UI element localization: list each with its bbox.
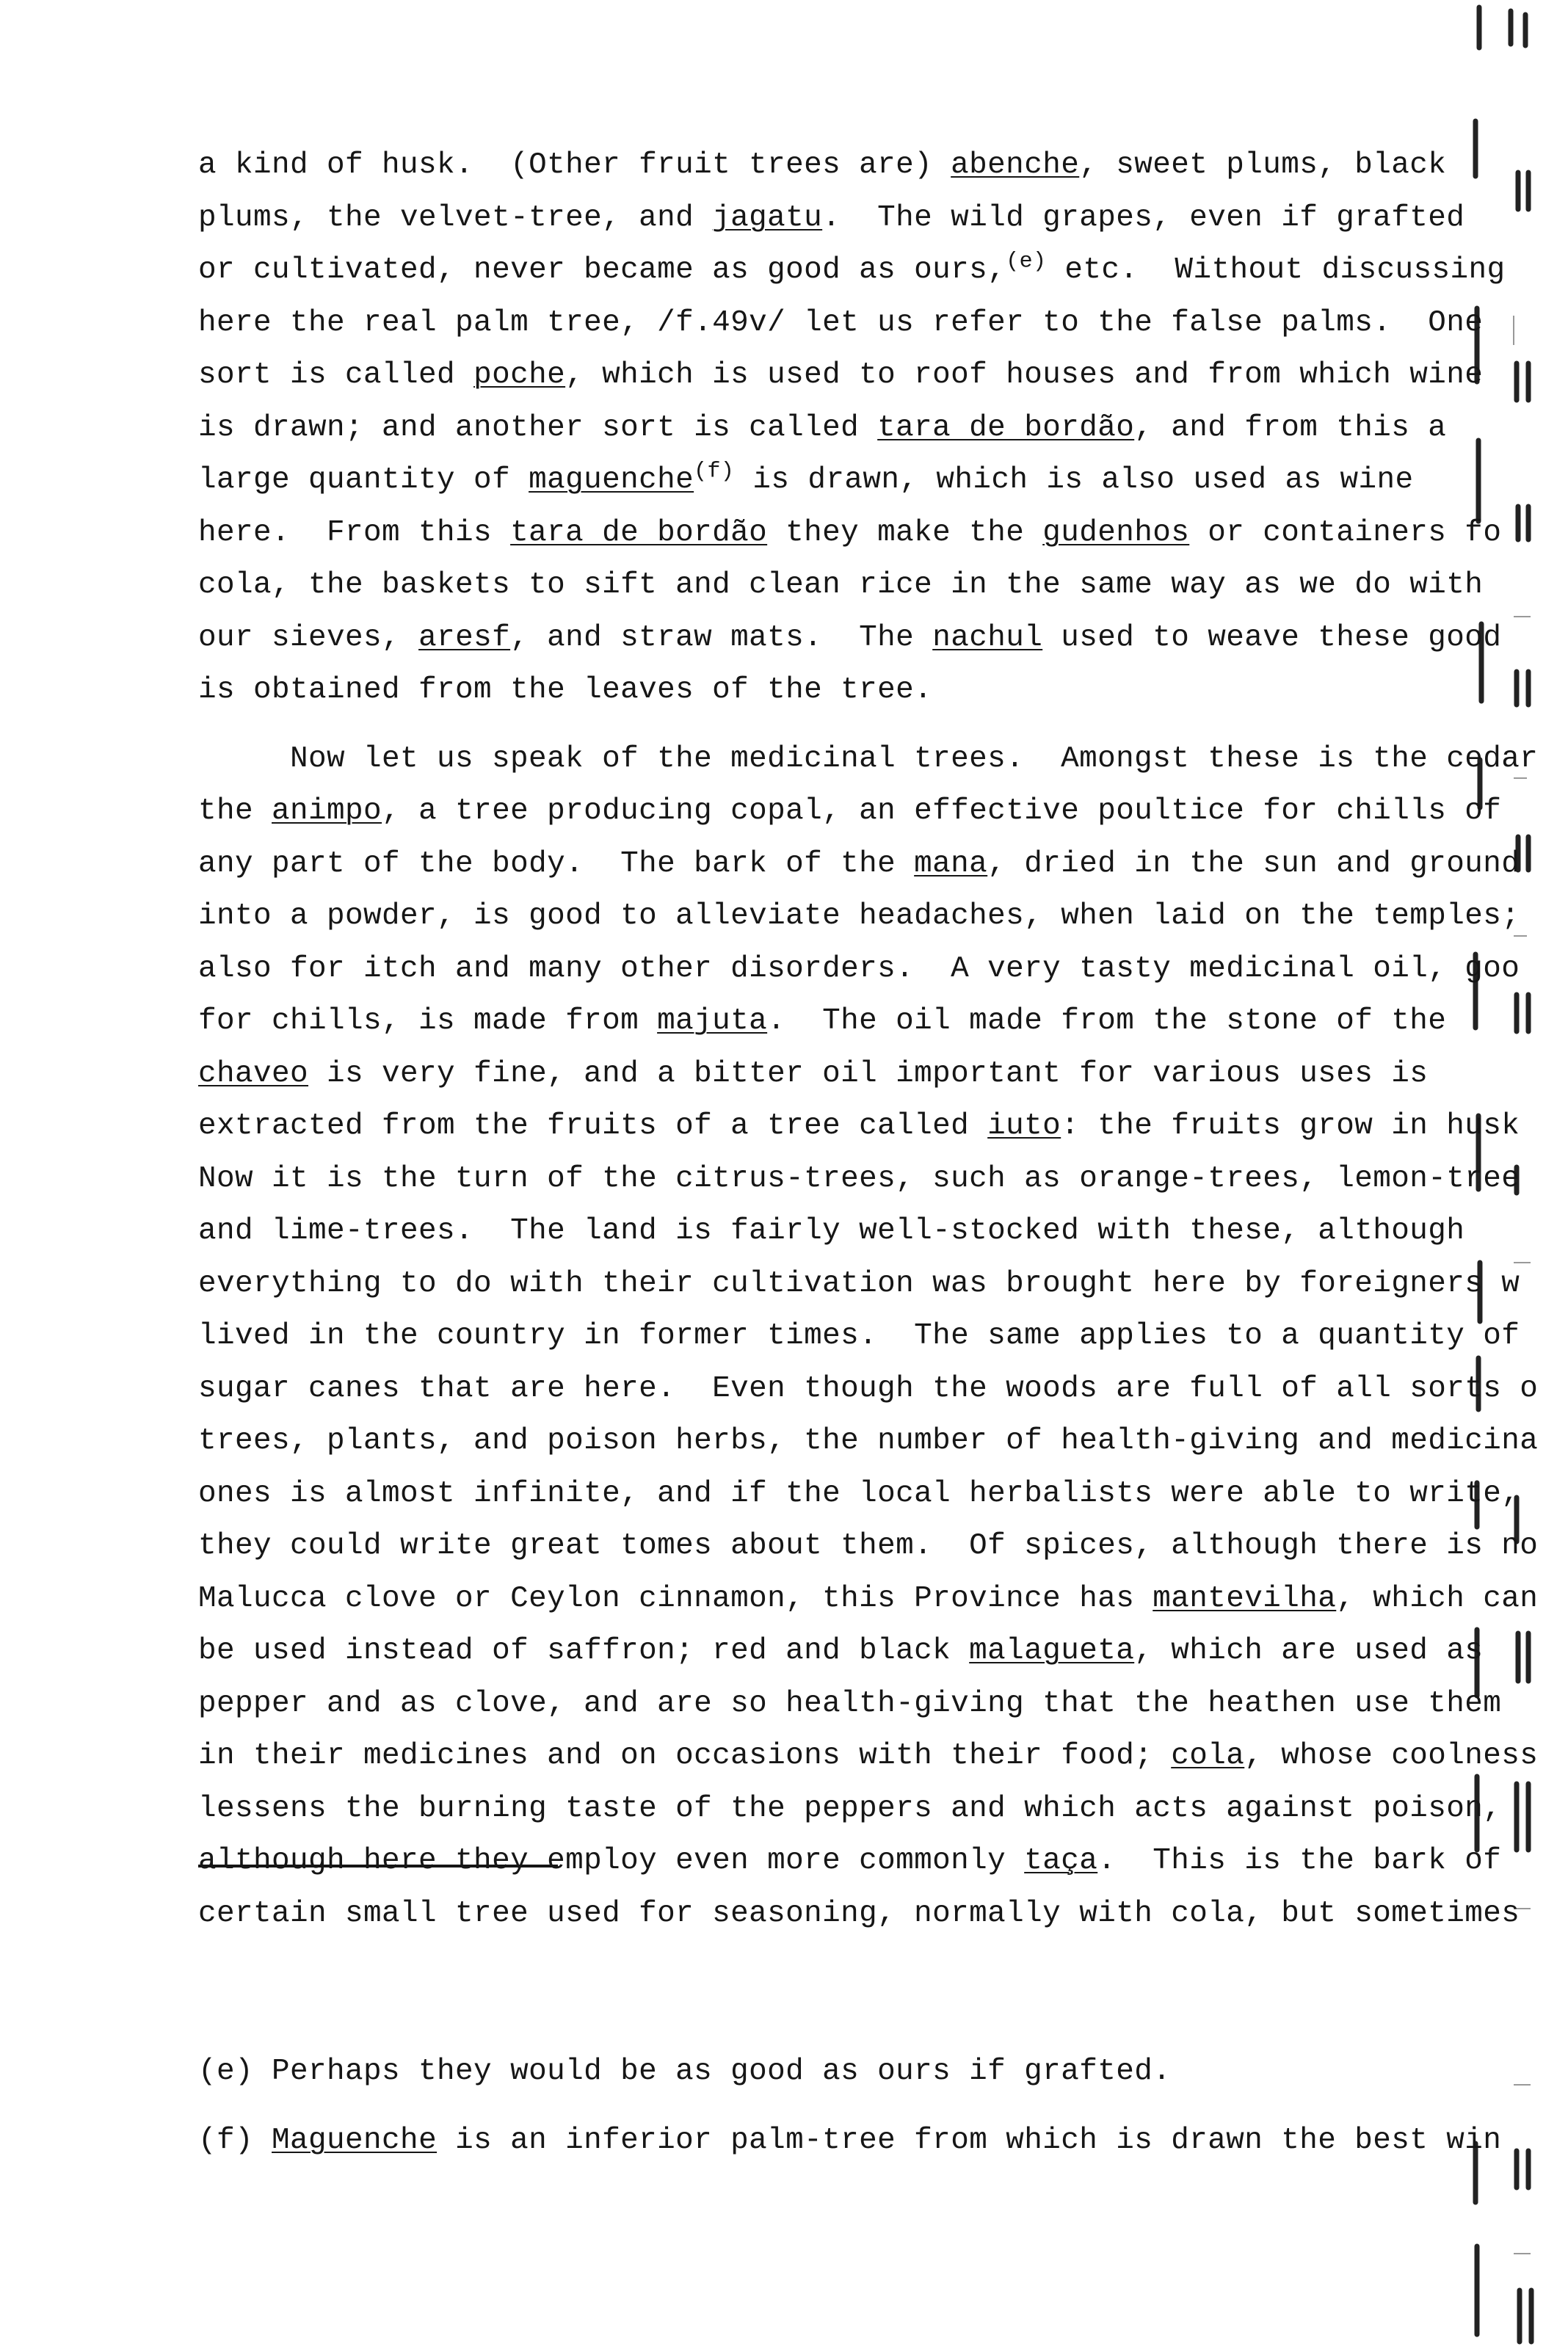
text-run: the	[198, 794, 272, 828]
paragraph-gap	[198, 717, 1476, 733]
text-line	[198, 995, 1476, 1048]
underlined-term: aresf	[418, 620, 511, 655]
text-run: , whose coolness	[1244, 1739, 1539, 1773]
text-run: . The oil made from the stone of the	[767, 1004, 1447, 1038]
text-run: Malucca clove or Ceylon cinnamon, this Province has	[198, 1581, 1153, 1616]
text-run: plums, the velvet-tree, and	[198, 200, 713, 235]
text-run: , which is used to roof houses and from which wine	[565, 358, 1484, 392]
text-run: they could write great tomes about them. Of spices, although there is no	[198, 1529, 1539, 1563]
text-line	[198, 890, 1520, 943]
text-run: everything to do with their cultivation was brought here by foreigners w	[198, 1266, 1520, 1301]
text-run: and lime-trees. The land is fairly well-stocked with these, although	[198, 1214, 1465, 1248]
underlined-term: nachul	[932, 620, 1043, 655]
underlined-term: taça	[1024, 1844, 1098, 1878]
footnote-separator	[198, 1865, 558, 1868]
text-line	[198, 559, 1484, 612]
text-line	[198, 192, 1476, 245]
text-run: or cultivated, never became as good as ours,	[198, 253, 1006, 287]
underlined-term: gudenhos	[1042, 515, 1190, 550]
text-line	[198, 943, 1520, 996]
text-line	[198, 1100, 1520, 1153]
text-run: etc. Without discussing	[1046, 253, 1506, 287]
text-run: in their medicines and on occasions with their food;	[198, 1739, 1172, 1773]
underlined-term: jagatu	[712, 200, 823, 235]
text-run: (f)	[198, 2124, 272, 2157]
text-run: sort is called	[198, 358, 474, 392]
text-run: sugar canes that are here. Even though the woods are full of all sorts o	[198, 1371, 1539, 1406]
text-run: trees, plants, and poison herbs, the number of health-giving and medicina	[198, 1424, 1539, 1458]
underlined-term: majuta	[657, 1004, 768, 1038]
text-run: our sieves,	[198, 620, 419, 655]
text-line	[198, 1730, 1539, 1783]
underlined-term: chaveo	[198, 1056, 309, 1091]
footnote	[198, 2037, 1476, 2106]
text-run: (e) Perhaps they would be as good as ours if grafted.	[198, 2055, 1172, 2088]
text-run: or containers fo	[1189, 515, 1502, 550]
text-run: . The wild grapes, even if grafted	[822, 200, 1465, 235]
paragraph	[198, 139, 1506, 717]
underlined-term: mana	[914, 846, 988, 881]
text-line	[198, 139, 1476, 192]
text-run: , sweet plums, black	[1079, 148, 1447, 182]
text-run: is drawn; and another sort is called	[198, 410, 878, 445]
text-run: large quantity of	[198, 463, 529, 497]
text-line	[198, 1888, 1520, 1941]
text-run: lessens the burning taste of the peppers and which acts against poison,	[198, 1791, 1502, 1826]
underlined-term: iuto	[987, 1109, 1061, 1143]
text-line	[198, 664, 1476, 717]
text-run: , a tree producing copal, an effective poultice for chills of	[382, 794, 1502, 828]
underlined-term: Maguenche	[272, 2124, 438, 2157]
footnote-marker: (f)	[694, 459, 735, 484]
text-run: also for itch and many other disorders. A very tasty medicinal oil, goo	[198, 951, 1520, 986]
footnote	[198, 2106, 1502, 2175]
text-line	[198, 1258, 1520, 1311]
text-run: is an inferior palm-tree from which is drawn the best win	[437, 2124, 1502, 2157]
text-line	[198, 244, 1506, 297]
text-line	[198, 1625, 1484, 1678]
underlined-term: tara de bordão	[510, 515, 768, 550]
text-line	[198, 1310, 1520, 1363]
text-line	[198, 785, 1502, 838]
underlined-term: mantevilha	[1153, 1581, 1337, 1616]
text-line	[198, 838, 1520, 891]
text-line	[198, 1048, 1476, 1101]
footnote-marker: (e)	[1006, 249, 1047, 275]
text-line	[198, 1573, 1539, 1626]
text-run: , and straw mats. The	[510, 620, 933, 655]
text-run: : the fruits grow in husk	[1061, 1109, 1520, 1143]
text-run: into a powder, is good to alleviate headaches, when laid on the temples;	[198, 899, 1520, 933]
text-run: , dried in the sun and ground	[987, 846, 1520, 881]
text-run: they make the	[767, 515, 1043, 550]
text-run: is obtained from the leaves of the tree.	[198, 673, 933, 707]
document-body	[198, 139, 1539, 1940]
text-line	[198, 1363, 1539, 1416]
underlined-term: maguenche	[529, 463, 694, 497]
text-line	[198, 349, 1484, 402]
text-line	[198, 1205, 1476, 1258]
text-run: Now let us speak of the medicinal trees. Amongst these is the cedar	[290, 741, 1539, 776]
text-line	[198, 733, 1539, 786]
text-run: , which are used as	[1134, 1634, 1484, 1668]
text-run: be used instead of saffron; red and black	[198, 1634, 970, 1668]
paragraph	[198, 733, 1539, 1941]
text-line	[198, 402, 1476, 455]
underlined-term: abenche	[951, 148, 1080, 182]
underlined-term: poche	[473, 358, 566, 392]
text-run: cola, the baskets to sift and clean rice in the same way as we do with	[198, 568, 1484, 602]
underlined-term: animpo	[272, 794, 382, 828]
text-run: certain small tree used for seasoning, normally with cola, but sometimes	[198, 1896, 1520, 1931]
underlined-term: cola	[1171, 1739, 1245, 1773]
text-run: although here they employ even more commonly	[198, 1844, 1025, 1878]
underlined-term: malagueta	[969, 1634, 1135, 1668]
text-run: , and from this a	[1134, 410, 1447, 445]
text-run: a kind of husk. (Other fruit trees are)	[198, 148, 951, 182]
text-run: . This is the bark of	[1097, 1844, 1502, 1878]
text-run: , which can	[1336, 1581, 1539, 1616]
text-run: any part of the body. The bark of the	[198, 846, 915, 881]
text-run: for chills, is made from	[198, 1004, 658, 1038]
text-run: ones is almost infinite, and if the local herbalists were able to write,	[198, 1476, 1520, 1511]
text-run: Now it is the turn of the citrus-trees, such as orange-trees, lemon-tree	[198, 1161, 1520, 1196]
text-line	[198, 1835, 1502, 1888]
underlined-term: tara de bordão	[877, 410, 1135, 445]
text-run: is very fine, and a bitter oil important for various uses is	[308, 1056, 1429, 1091]
text-line	[198, 1415, 1539, 1468]
text-line	[198, 1468, 1520, 1521]
text-line	[198, 507, 1502, 560]
text-line	[198, 1153, 1520, 1206]
text-run: pepper and as clove, and are so health-giving that the heathen use them	[198, 1686, 1502, 1721]
text-run: lived in the country in former times. The same applies to a quantity of	[198, 1319, 1520, 1353]
text-run: here the real palm tree, /f.49v/ let us refer to the false palms. One	[198, 305, 1484, 340]
text-line	[198, 454, 1476, 507]
text-run: here. From this	[198, 515, 511, 550]
text-line	[198, 1678, 1502, 1731]
text-line	[198, 297, 1484, 350]
text-line	[198, 612, 1502, 665]
text-run: is drawn, which is also used as wine	[734, 463, 1414, 497]
text-line	[198, 1520, 1539, 1573]
text-line	[198, 1783, 1502, 1836]
footnotes	[198, 2037, 1502, 2175]
text-run: used to weave these good	[1042, 620, 1502, 655]
text-run: extracted from the fruits of a tree called	[198, 1109, 988, 1143]
